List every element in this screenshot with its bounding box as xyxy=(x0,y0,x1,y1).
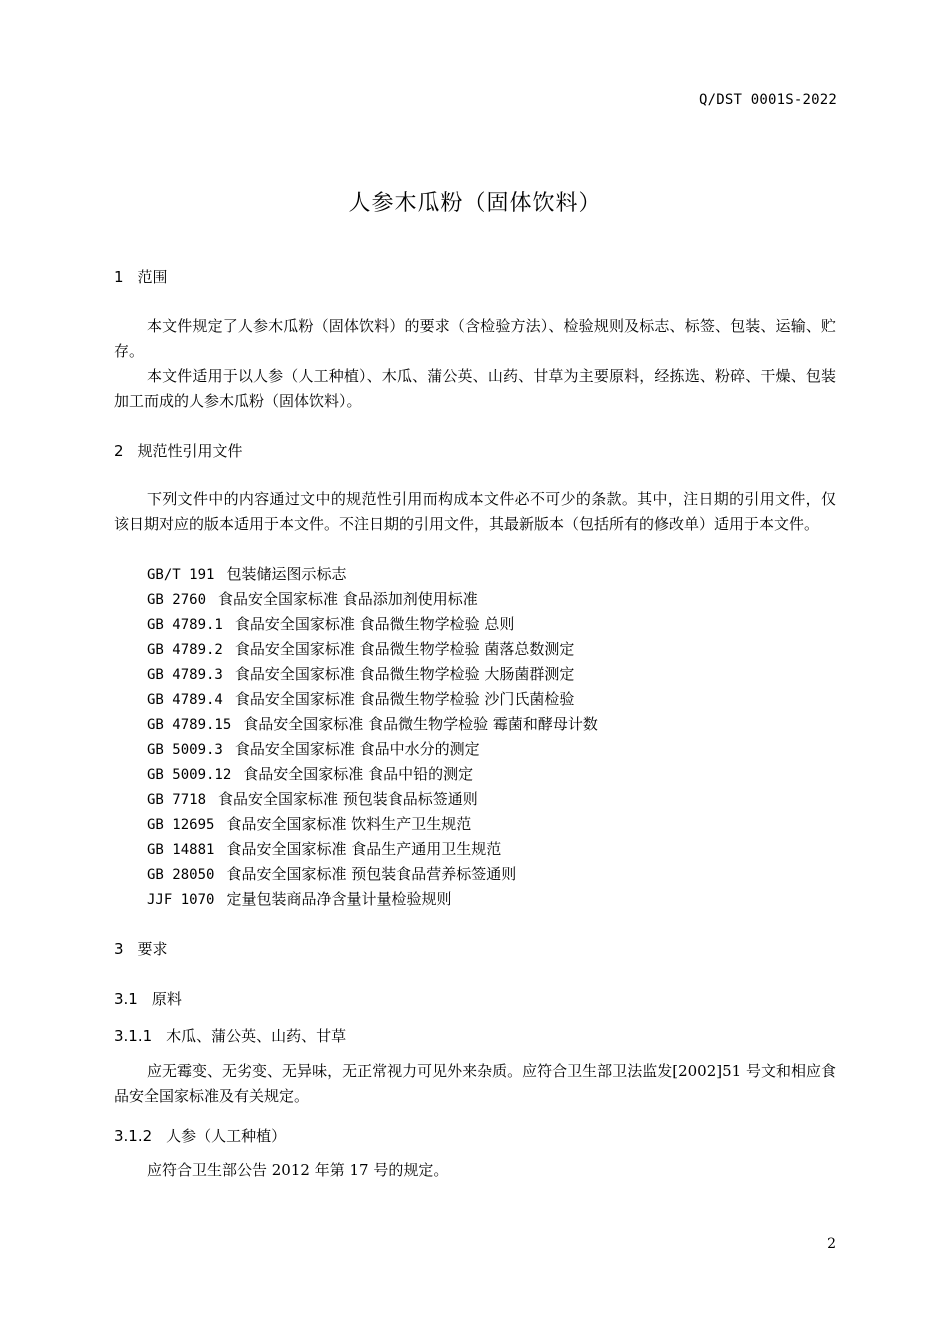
section-title: 规范性引用文件 xyxy=(137,442,243,460)
reference-title: 食品安全国家标准 食品生产通用卫生规范 xyxy=(226,840,502,858)
section-3-1-2-text: 应符合卫生部公告 2012 年第 17 号的规定。 xyxy=(147,1161,449,1179)
reference-item xyxy=(147,637,598,662)
reference-code: GB 4789.2 xyxy=(147,642,223,658)
reference-title: 食品安全国家标准 食品中水分的测定 xyxy=(234,740,480,758)
section-3-1-1-heading xyxy=(114,1025,346,1046)
section-title: 木瓜、蒲公英、山药、甘草 xyxy=(166,1027,347,1045)
section-3-1-2-heading xyxy=(114,1125,286,1146)
section-number: 3 xyxy=(114,940,124,958)
section-title: 人参（人工种植） xyxy=(166,1127,287,1145)
scope-paragraph-1: 本文件规定了人参木瓜粉（固体饮料）的要求（含检验方法）、检验规则及标志、标签、包装、运输、贮存。 xyxy=(114,317,836,360)
reference-item xyxy=(147,787,598,812)
reference-title: 食品安全国家标准 食品微生物学检验 沙门氏菌检验 xyxy=(234,690,575,708)
section-3-1-heading xyxy=(114,988,182,1009)
section-number: 3.1.1 xyxy=(114,1027,153,1045)
reference-code: GB 2760 xyxy=(147,592,207,608)
document-code: Q/DST 0001S-2022 xyxy=(698,92,837,108)
section-3-1-1-text: 应无霉变、无劣变、无异味，无正常视力可见外来杂质。应符合卫生部卫法监发[2002]51 号文和相应食品安全国家标准及有关规定。 xyxy=(114,1062,836,1105)
reference-item xyxy=(147,837,598,862)
page-number: 2 xyxy=(827,1236,836,1252)
section-number: 3.1 xyxy=(114,990,138,1008)
reference-code: GB 5009.3 xyxy=(147,742,223,758)
section-title: 范围 xyxy=(137,268,168,286)
reference-item xyxy=(147,812,598,837)
reference-item xyxy=(147,562,598,587)
section-3-heading xyxy=(114,938,168,959)
reference-code: GB 14881 xyxy=(147,842,215,858)
reference-code: GB 4789.15 xyxy=(147,717,232,733)
reference-code: JJF 1070 xyxy=(147,892,215,908)
section-number: 2 xyxy=(114,442,124,460)
document-title: 人参木瓜粉（固体饮料） xyxy=(348,191,602,216)
reference-item xyxy=(147,687,598,712)
reference-title: 食品安全国家标准 食品微生物学检验 大肠菌群测定 xyxy=(234,665,575,683)
reference-item xyxy=(147,662,598,687)
reference-code: GB 12695 xyxy=(147,817,215,833)
reference-title: 食品安全国家标准 食品微生物学检验 菌落总数测定 xyxy=(234,640,575,658)
reference-item xyxy=(147,762,598,787)
reference-title: 包装储运图示标志 xyxy=(226,565,347,583)
section-title: 要求 xyxy=(137,940,168,958)
reference-code: GB 28050 xyxy=(147,867,215,883)
reference-title: 食品安全国家标准 预包装食品营养标签通则 xyxy=(226,865,517,883)
reference-code: GB/T 191 xyxy=(147,567,215,583)
section-number: 1 xyxy=(114,268,124,286)
reference-code: GB 7718 xyxy=(147,792,207,808)
section-2-heading xyxy=(114,440,243,461)
reference-item xyxy=(147,587,598,612)
reference-item xyxy=(147,712,598,737)
reference-item xyxy=(147,862,598,887)
reference-item xyxy=(147,737,598,762)
reference-item xyxy=(147,612,598,637)
reference-code: GB 4789.4 xyxy=(147,692,223,708)
reference-title: 食品安全国家标准 食品微生物学检验 霉菌和酵母计数 xyxy=(243,715,598,733)
reference-code: GB 4789.1 xyxy=(147,617,223,633)
section-title: 原料 xyxy=(151,990,182,1008)
reference-code: GB 4789.3 xyxy=(147,667,223,683)
scope-paragraph-2: 本文件适用于以人参（人工种植）、木瓜、蒲公英、山药、甘草为主要原料，经拣选、粉碎、干燥、包装加工而成的人参木瓜粉（固体饮料）。 xyxy=(114,367,836,410)
section-number: 3.1.2 xyxy=(114,1127,153,1145)
reference-title: 定量包装商品净含量计量检验规则 xyxy=(226,890,452,908)
section-1-heading xyxy=(114,266,168,287)
reference-title: 食品安全国家标准 食品添加剂使用标准 xyxy=(218,590,478,608)
reference-title: 食品安全国家标准 饮料生产卫生规范 xyxy=(226,815,472,833)
reference-title: 食品安全国家标准 预包装食品标签通则 xyxy=(218,790,478,808)
reference-title: 食品安全国家标准 食品微生物学检验 总则 xyxy=(234,615,515,633)
reference-list xyxy=(147,562,598,912)
references-intro: 下列文件中的内容通过文中的规范性引用而构成本文件必不可少的条款。其中，注日期的引用文件，仅该日期对应的版本适用于本文件。不注日期的引用文件，其最新版本（包括所有的修改单）适用于本文件。 xyxy=(114,490,836,533)
reference-title: 食品安全国家标准 食品中铅的测定 xyxy=(243,765,474,783)
reference-code: GB 5009.12 xyxy=(147,767,232,783)
reference-item xyxy=(147,887,598,912)
